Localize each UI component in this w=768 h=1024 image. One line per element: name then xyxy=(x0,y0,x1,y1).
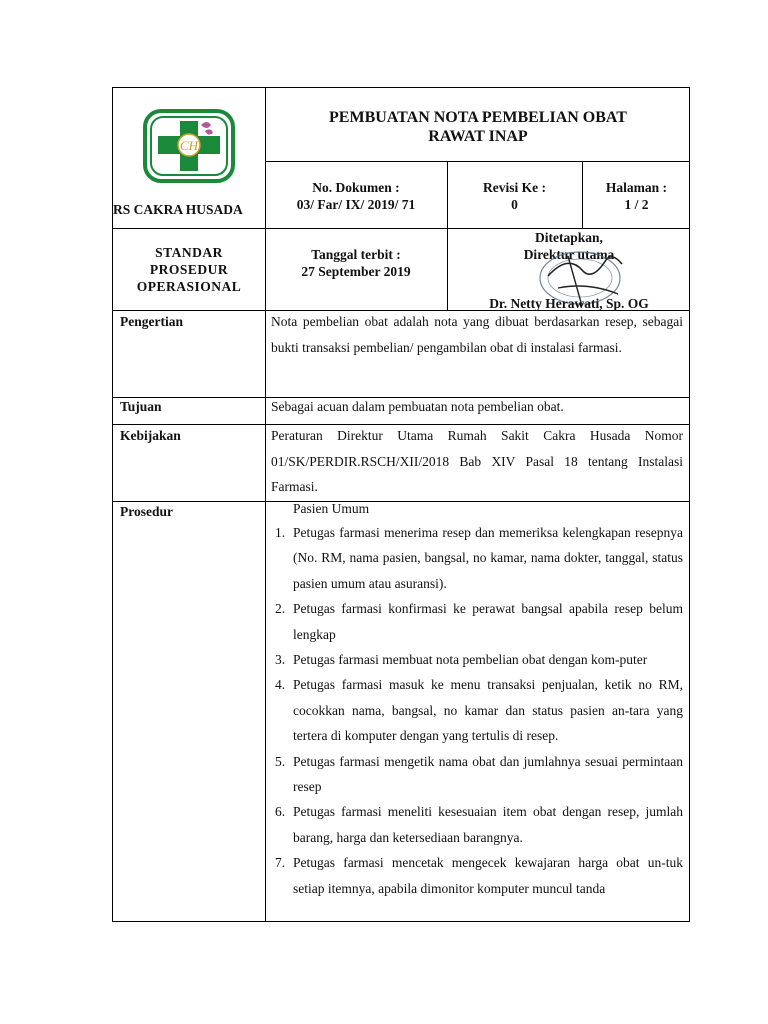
column-divider-main xyxy=(265,88,266,922)
procedure-step-text: Petugas farmasi mencetak mengecek kewajaran harga obat un-tuk setiap itemnya, apabila dimonitor komputer muncul tanda xyxy=(293,855,683,896)
procedure-step xyxy=(271,647,683,672)
sop-label-line-1: STANDAR xyxy=(155,245,223,260)
procedure-step-number: 2. xyxy=(275,601,286,617)
procedure-step xyxy=(271,520,683,596)
procedure-step-number: 3. xyxy=(275,652,286,668)
procedure-step xyxy=(271,672,683,748)
procedure-step-text: Petugas farmasi konfirmasi ke perawat bangsal apabila resep belum lengkap xyxy=(293,601,683,642)
procedure-steps-list xyxy=(271,520,683,901)
approval-line-2: Direktur utama xyxy=(523,247,615,262)
revision-label: Revisi Ke : xyxy=(483,180,546,195)
revision-cell xyxy=(447,179,582,213)
logo-initials: CH xyxy=(179,138,199,153)
procedure-step-number: 5. xyxy=(275,753,286,769)
hospital-name: RS CAKRA HUSADA xyxy=(113,202,243,217)
sop-label-line-2: PROSEDUR xyxy=(149,262,229,277)
section-label-kebijakan: Kebijakan xyxy=(120,428,181,443)
approval-line-1: Ditetapkan, xyxy=(535,230,603,245)
section-label-pengertian: Pengertian xyxy=(120,314,183,329)
document-number-label: No. Dokumen : xyxy=(312,180,400,195)
section-label-tujuan: Tujuan xyxy=(120,399,162,414)
procedure-step xyxy=(271,749,683,800)
issued-date-label: Tanggal terbit : xyxy=(311,247,401,262)
document-title-line-1: PEMBUATAN NOTA PEMBELIAN OBAT xyxy=(329,109,627,126)
procedure-subheading: Pasien Umum xyxy=(293,501,370,516)
header-row-divider-1 xyxy=(265,161,690,162)
issued-date-cell xyxy=(265,246,447,280)
procedure-content xyxy=(271,498,683,901)
procedure-step xyxy=(271,799,683,850)
document-title-line-2: RAWAT INAP xyxy=(428,128,528,145)
procedure-step xyxy=(271,596,683,647)
section-label-prosedur: Prosedur xyxy=(120,504,173,519)
procedure-step-number: 7. xyxy=(275,855,286,871)
page-number-value: 1 / 2 xyxy=(624,197,649,212)
procedure-step-text: Petugas farmasi masuk ke menu transaksi penjualan, ketik no RM, cocokkan nama, bangsal, no kamar dan status pasien an-tara yang tertera di komputer dengan yang tertulis di resep. xyxy=(293,677,683,744)
document-number-value: 03/ Far/ IX/ 2019/ 71 xyxy=(296,197,416,212)
issued-date-value: 27 September 2019 xyxy=(301,264,411,279)
section-text-kebijakan: Peraturan Direktur Utama Rumah Sakit Cakra Husada Nomor 01/SK/PERDIR.RSCH/XII/2018 Bab XIV Pasal 18 tentang Instalasi Farmasi. xyxy=(271,428,683,494)
document-number-cell xyxy=(265,179,447,213)
procedure-step-number: 4. xyxy=(275,677,286,693)
procedure-step xyxy=(271,850,683,901)
section-text-tujuan: Sebagai acuan dalam pembuatan nota pembelian obat. xyxy=(271,399,564,414)
procedure-step-number: 6. xyxy=(275,804,286,820)
section-text-pengertian: Nota pembelian obat adalah nota yang dibuat berdasarkan resep, sebagai bukti transaksi pembelian/ pengambilan obat di instalasi farmasi. xyxy=(271,314,683,355)
page-number-cell xyxy=(582,179,690,213)
sop-label-line-3: OPERASIONAL xyxy=(136,279,242,294)
procedure-step-number: 1. xyxy=(275,525,286,540)
sop-label xyxy=(113,244,265,295)
procedure-step-text: Petugas farmasi meneliti kesesuaian item obat dengan resep, jumlah barang, harga dan ketersediaan barangnya. xyxy=(293,804,683,845)
procedure-step-text: Petugas farmasi mengetik nama obat dan jumlahnya sesuai permintaan resep xyxy=(293,753,683,795)
document-title xyxy=(265,108,690,146)
procedure-step-text: Petugas farmasi menerima resep dan memeriksa kelengkapan resepnya (No. RM, nama pasien, bangsal, no kamar, nama dokter, tanggal, status pasien umum atau asuransi). xyxy=(293,525,683,591)
page-number-label: Halaman : xyxy=(605,180,668,195)
director-name: Dr. Netty Herawati, Sp. OG xyxy=(489,296,649,311)
procedure-step-text: Petugas farmasi membuat nota pembelian obat dengan kom-puter xyxy=(293,652,648,668)
revision-value: 0 xyxy=(511,197,518,212)
hospital-logo xyxy=(143,109,235,183)
sop-table xyxy=(112,87,690,922)
